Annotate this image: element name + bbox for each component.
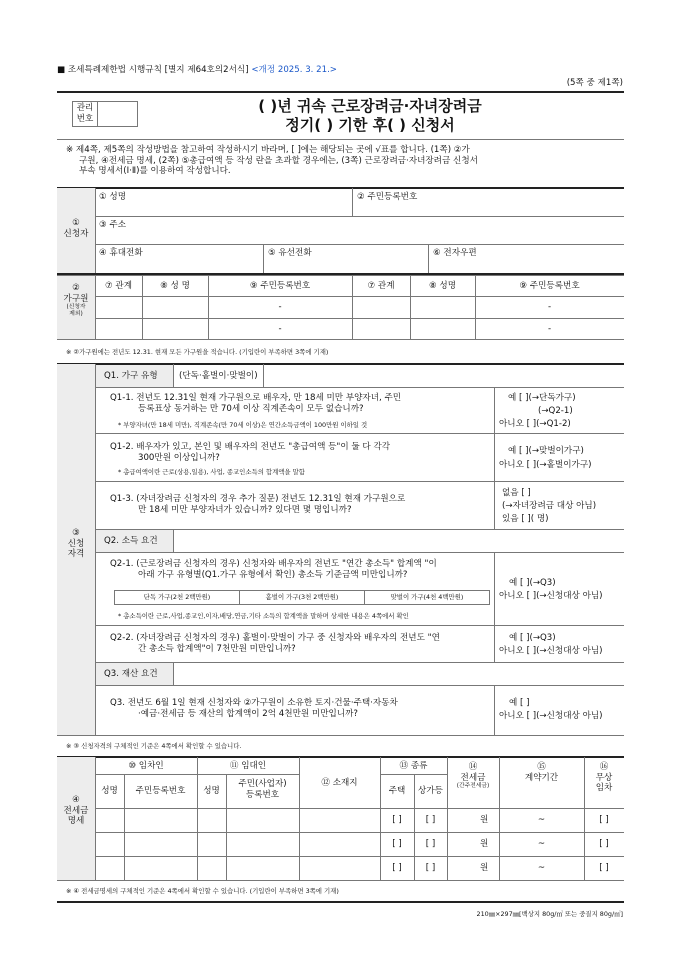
free-label-2: 임차 xyxy=(595,783,613,794)
q1-3-line-2: 만 18세 미만 부양자녀가 있습니까? 있다면 몇 명입니까? xyxy=(138,504,352,515)
notice-line-1: ※ 제4쪽, 제5쪽의 작성방법을 참고하여 작성하시기 바라며, [ ]에는 해당되는 곳에 √표를 합니다. (1쪽) ②가 xyxy=(66,145,470,155)
row3-period[interactable]: ~ xyxy=(537,863,546,874)
q2-2-yes-option[interactable]: 예 [ ](→Q3) xyxy=(509,633,556,643)
mgmt-label: 관리 xyxy=(76,103,94,113)
q1-1-note: * 부양자녀(만 18세 미만), 직계존속(만 70세 이상)은 연간소득금액이 100만원 이하일 것 xyxy=(118,421,368,429)
col-free-lease xyxy=(584,762,624,794)
section-number: ③ xyxy=(72,528,80,538)
section-title: 신청 xyxy=(67,538,85,549)
col-lessee-rrn: 주민등록번호 xyxy=(135,786,186,797)
single-earner-threshold: 홑벌이 가구(3천 2백만원) xyxy=(240,591,365,604)
row3-shop-checkbox[interactable]: [ ] xyxy=(425,863,436,874)
law-text: ■ 조세특례제한법 시행규칙 [별지 제64호의2서식] xyxy=(57,65,249,75)
q1-2-line-1: Q1-2. 배우자가 있고, 본인 및 배우자의 전년도 "총급여액 등"이 둘 다 각각 xyxy=(110,442,391,452)
q1-3-question xyxy=(110,494,490,515)
section-title: 신청자 xyxy=(63,228,89,239)
q1-types: (단독·홑벌이·맞벌이) xyxy=(179,371,258,381)
section-title-2: 자격 xyxy=(67,549,85,560)
amount-sub: (간주전세금) xyxy=(456,783,490,790)
q1-2-note: * 총급여액이란 근로(상용,일용), 사업, 종교인소득의 합계액을 말함 xyxy=(118,468,305,476)
free-label-1: 무상 xyxy=(595,772,613,783)
col-rrn-2: ⑨ 주민등록번호 xyxy=(519,281,580,292)
eligibility-note: ※ ③ 신청자격의 구체적인 기준은 4쪽에서 확인할 수 있습니다. xyxy=(66,742,242,750)
q1-2-no-option[interactable]: 아니오 [ ](→홑벌이가구) xyxy=(499,460,592,470)
page-of: (5쪽 중 제1쪽) xyxy=(566,78,623,88)
q3-title: Q3. 재산 요건 xyxy=(104,669,158,679)
period-label: 계약기간 xyxy=(524,772,559,783)
q1-2-yes-option[interactable]: 예 [ ](→맞벌이가구) xyxy=(508,446,584,456)
q2-1-line-1: Q2-1. (근로장려금 신청자의 경우) 신청자와 배우자의 전년도 "연간 총소득" 합계액 "이 xyxy=(110,559,437,569)
row2-shop-checkbox[interactable]: [ ] xyxy=(425,839,436,850)
form-law-reference xyxy=(57,65,337,76)
q1-1-question xyxy=(110,393,490,414)
q1-1-no-option[interactable]: 아니오 [ ](→Q1-2) xyxy=(499,419,571,429)
q1-1-yes-next: (→Q2-1) xyxy=(538,406,573,416)
top-rule xyxy=(57,91,624,93)
single-household-threshold: 단독 가구(2천 2백만원) xyxy=(115,591,240,604)
mgmt-label-2: 번호 xyxy=(76,114,94,124)
section-number: ④ xyxy=(72,795,80,805)
col-name: ⑧ 성 명 xyxy=(160,281,190,292)
q2-1-income-table xyxy=(114,590,490,605)
household-rrn-3[interactable]: - xyxy=(547,302,552,313)
deposit-note: ※ ④ 전세금명세의 구체적인 기준은 4쪽에서 확인할 수 있습니다. (기입란이 부족하면 3쪽에 기재) xyxy=(66,887,339,895)
notice-line-2: 구원, ④전세금 명세, (2쪽) ⑤총급여액 등 작성 란을 초과할 경우에는, (3쪽) 근로장려금·자녀장려금 신청서 xyxy=(79,155,478,166)
q1-1-yes-option[interactable]: 예 [ ](→단독가구) xyxy=(508,393,576,403)
col-relation-2: ⑦ 관계 xyxy=(367,281,395,292)
q1-1-line-2: 등록표상 동거하는 만 70세 이상 직계존속이 모두 없습니까? xyxy=(138,403,364,414)
notice-line-3: 부속 명세서(Ⅰ·Ⅱ)를 이용하여 작성합니다. xyxy=(79,166,231,177)
household-rrn-1[interactable]: - xyxy=(278,302,282,313)
q2-2-question xyxy=(110,633,494,654)
q1-title: Q1. 가구 유형 xyxy=(104,371,158,381)
col-kind-house: 주택 xyxy=(388,786,406,797)
q1-2-question xyxy=(110,442,490,463)
q2-1-line-2: 아래 가구 유형별(Q1.가구 유형에서 확인) 총소득 기준금액 미만입니까? xyxy=(138,569,408,580)
q3-question xyxy=(110,698,494,719)
q2-1-note: * 총소득이란 근로,사업,종교인,이자,배당,연금,기타 소득의 합계액을 말하며 상세한 내용은 4쪽에서 확인 xyxy=(118,612,409,620)
col-location: ⑫ 소재지 xyxy=(321,777,358,788)
section-title: 가구원 xyxy=(63,293,89,304)
section-title-2: 명세 xyxy=(67,816,85,827)
row2-won: 원 xyxy=(480,839,489,849)
row1-free-checkbox[interactable]: [ ] xyxy=(599,815,609,826)
col-kind-shop: 상가등 xyxy=(418,786,443,797)
row2-period[interactable]: ~ xyxy=(537,839,546,850)
q1-2-line-2: 300만원 이상입니까? xyxy=(138,452,220,463)
biz-rrn-2: 등록번호 xyxy=(245,789,280,800)
row1-shop-checkbox[interactable]: [ ] xyxy=(425,815,436,826)
household-section-label xyxy=(57,283,95,318)
q2-title: Q2. 소득 요건 xyxy=(104,536,158,546)
col-lessor-rrn xyxy=(226,779,299,800)
row3-house-checkbox[interactable]: [ ] xyxy=(392,863,402,874)
q2-1-question xyxy=(110,559,494,580)
col-kind: ⑬ 종류 xyxy=(399,760,428,771)
q3-line-1: Q3. 전년도 6월 1일 현재 신청자와 ②가구원이 소유한 토지·건물·주택·자동차 xyxy=(110,698,398,708)
row2-house-checkbox[interactable]: [ ] xyxy=(392,839,402,850)
applicant-landline-field[interactable]: ⑤ 유선전화 xyxy=(268,248,312,258)
q2-2-line-2: 간 총소득 합계액"이 7천만원 미만입니까? xyxy=(138,643,296,654)
biz-rrn-1: 주민(사업자) xyxy=(238,779,287,789)
free-num: ⑯ xyxy=(599,762,609,772)
eligibility-section-label xyxy=(57,528,95,560)
applicant-mobile-field[interactable]: ④ 휴대전화 xyxy=(99,248,143,258)
q3-no-option[interactable]: 아니오 [ ](→신청대상 아님) xyxy=(499,711,603,721)
applicant-address-field[interactable]: ③ 주소 xyxy=(99,220,127,230)
col-relation: ⑦ 관계 xyxy=(104,281,133,292)
row1-house-checkbox[interactable]: [ ] xyxy=(392,815,402,826)
col-rrn: ⑨ 주민등록번호 xyxy=(249,281,311,292)
section-title: 전세금 xyxy=(63,805,89,816)
q2-2-no-option[interactable]: 아니오 [ ](→신청대상 아님) xyxy=(499,646,603,656)
row1-won: 원 xyxy=(480,815,489,825)
applicant-section-label xyxy=(57,218,95,239)
q3-line-2: ·예금·전세금 등 재산의 합계액이 2억 4천만원 미만입니까? xyxy=(138,708,358,719)
revision-date: <개정 2025. 3. 21.> xyxy=(251,65,337,75)
col-name-2: ⑧ 성명 xyxy=(428,281,457,292)
section-sub: (신청자 xyxy=(66,304,86,311)
dual-earner-threshold: 맞벌이 가구(4천 4백만원) xyxy=(390,593,464,601)
q2-1-no-option[interactable]: 아니오 [ ](→신청대상 아님) xyxy=(499,591,603,601)
applicant-name-field[interactable]: ① 성명 xyxy=(99,192,127,202)
paper-spec: 210㎜×297㎜[백상지 80g/㎡ 또는 중질지 80g/㎡] xyxy=(476,910,623,918)
row3-free-checkbox[interactable]: [ ] xyxy=(599,863,609,874)
q1-3-none-option[interactable]: 없음 [ ] xyxy=(502,488,531,498)
q2-1-yes-option[interactable]: 예 [ ](→Q3) xyxy=(509,578,556,588)
instruction-notice xyxy=(66,145,622,177)
deposit-section-label xyxy=(57,795,95,827)
applicant-rrn-field[interactable]: ② 주민등록번호 xyxy=(357,192,418,202)
q2-2-line-1: Q2-2. (자녀장려금 신청자의 경우) 홑벌이·맞벌이 가구 중 신청자와 배우자의 전년도 "연 xyxy=(110,633,440,643)
col-lessee: ⑩ 임차인 xyxy=(128,760,164,771)
section-number: ② xyxy=(72,283,80,293)
row2-free-checkbox[interactable]: [ ] xyxy=(599,839,609,850)
q1-3-line-1: Q1-3. (자녀장려금 신청자의 경우 추가 질문) 전년도 12.31일 현재 가구원으로 xyxy=(110,494,406,504)
title-line-1: ( )년 귀속 근로장려금·자녀장려금 xyxy=(258,97,482,115)
amount-num: ⑭ xyxy=(468,762,478,772)
period-num: ⑮ xyxy=(537,762,546,772)
section-number: ① xyxy=(72,218,80,228)
household-rrn-2[interactable]: - xyxy=(278,323,282,334)
amount-label: 전세금 xyxy=(460,772,486,783)
section-sub-2: 제외) xyxy=(69,311,83,318)
applicant-email-field[interactable]: ⑥ 전자우편 xyxy=(433,248,477,258)
title-line-2: 정기( ) 기한 후( ) 신청서 xyxy=(285,116,455,134)
col-period xyxy=(499,762,584,783)
management-number-box xyxy=(72,101,138,127)
q1-3-has-option[interactable]: 있음 [ ]( 명) xyxy=(502,514,549,524)
col-lessor: ⑪ 임대인 xyxy=(229,760,267,771)
household-note: ※ ②가구원에는 전년도 12.31. 현재 모든 가구원을 적습니다. (기입란이 부족하면 3쪽에 기재) xyxy=(66,348,329,356)
household-rrn-4[interactable]: - xyxy=(547,323,552,334)
col-amount xyxy=(447,762,499,790)
row1-period[interactable]: ~ xyxy=(537,815,546,826)
q1-3-none-next: (→자녀장려금 대상 아님) xyxy=(502,501,597,511)
col-lessor-name: 성명 xyxy=(203,786,220,797)
row3-won: 원 xyxy=(480,863,489,873)
q1-1-line-1: Q1-1. 전년도 12.31일 현재 가구원으로 배우자, 만 18세 미만 부양자녀, 주민 xyxy=(110,393,402,403)
q3-yes-option[interactable]: 예 [ ] xyxy=(509,698,530,708)
col-lessee-name: 성명 xyxy=(101,786,118,797)
form-title xyxy=(150,97,590,135)
